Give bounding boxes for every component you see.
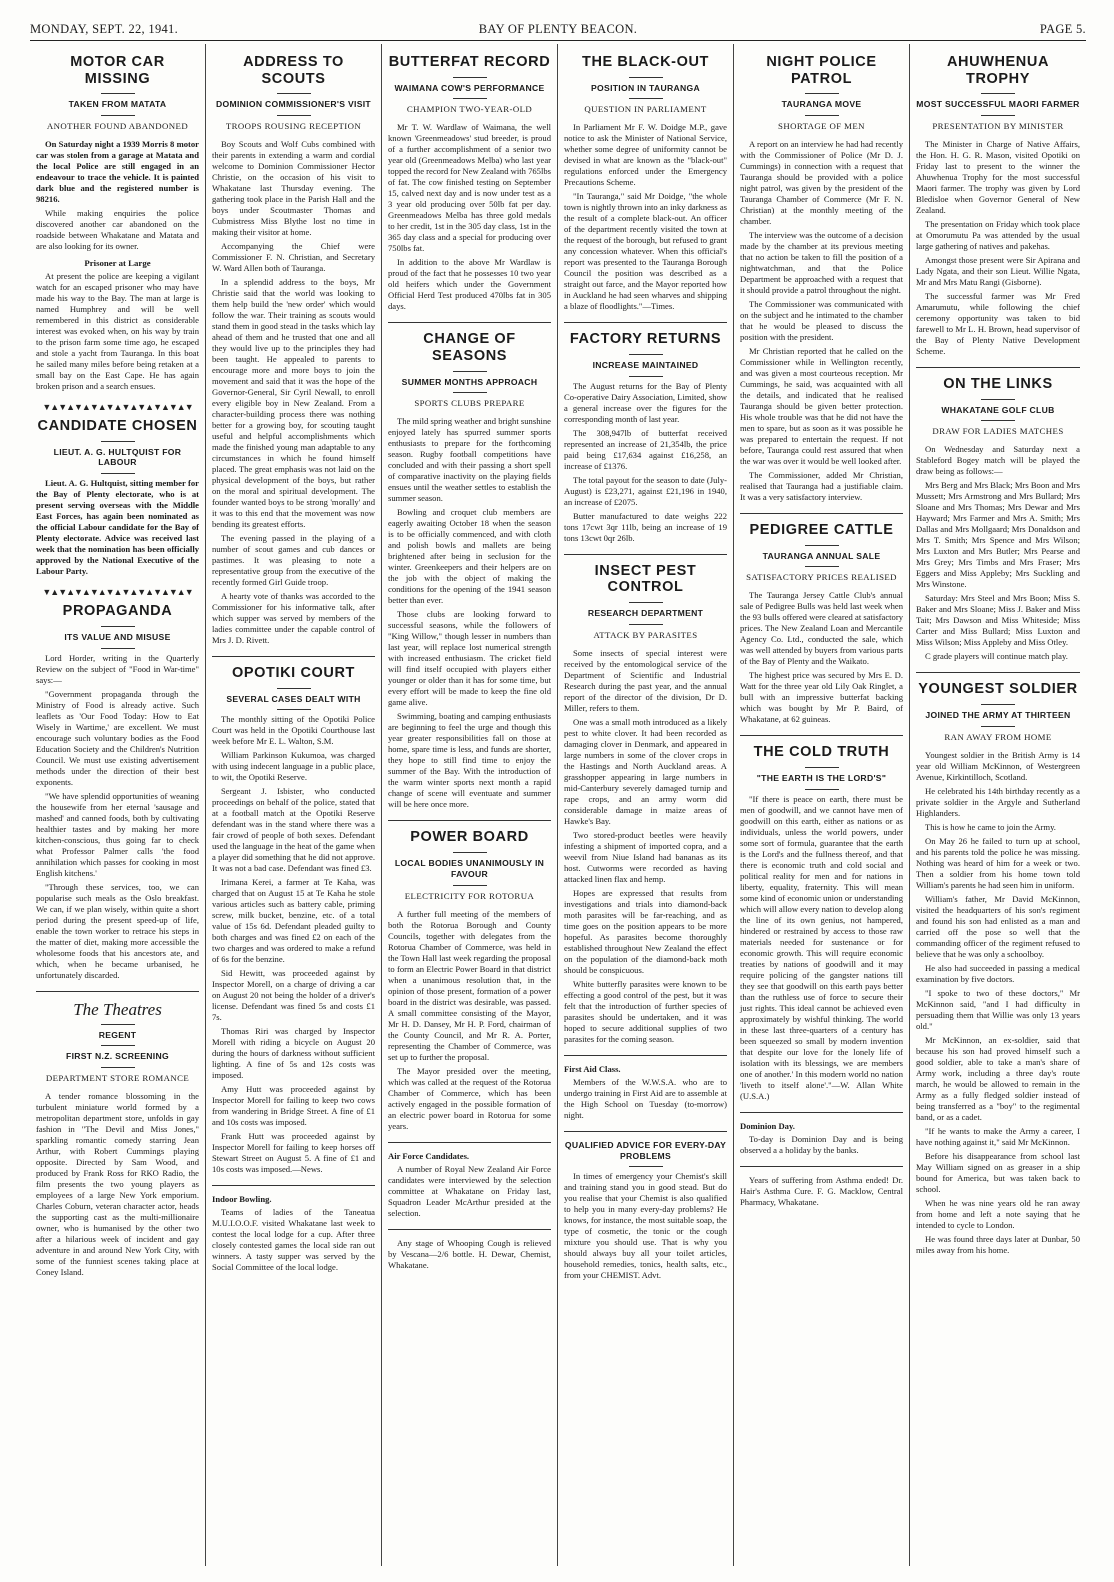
- rule: [981, 704, 1015, 705]
- deck: TROOPS ROUSING RECEPTION: [225, 121, 362, 132]
- paragraph: White butterfly parasites were known to be effecting a good control of the pest, but it was felt that the introduction of further species of parasites should be undertaken, and it was hoped to secure additional supplies of two parasites for the coming season.: [564, 978, 727, 1044]
- paragraph: This is how he came to join the Army.: [925, 821, 1056, 832]
- rule: [629, 376, 663, 377]
- rule: [101, 93, 135, 94]
- lead-paragraph: On Saturday night a 1939 Morris 8 motor car was stolen from a garage at Matata and the local Police are still engaged in an endeavour to trace the vehicle. It is painted dark blue and the registered number is 98216.: [36, 139, 199, 205]
- rule: [629, 77, 663, 78]
- paragraph: The Mayor presided over the meeting, which was called at the request of the Rotorua Chamber of Commerce, which has been actively engaged in the possible formation of an electric power board in Rotorua for some years.: [388, 1065, 551, 1131]
- article-dominion-day: [740, 1121, 903, 1156]
- rule: [629, 354, 663, 355]
- rule: [981, 420, 1015, 421]
- headline: FACTORY RETURNS: [569, 331, 722, 348]
- rule: [453, 371, 487, 372]
- divider: [564, 322, 727, 323]
- rule: [805, 93, 839, 94]
- deck: SPORTS CLUBS PREPARE: [414, 398, 525, 409]
- paragraph: "If there is peace on earth, there must be men of goodwill, and we cannot have men of goodwill on this earth, either as nations or as individuals, unless the world powers, under some sort of formula, guarantee that the earth is the Lord's and the fullness thereof, and that there is economic truth and cold social and political reality for men and for nations in liberty, equality, fraternity. This will mean some kind of economic union or understanding which will allow every nation to develop along the line of its own genius, not hampered, hindered or restrained by access to those raw materials needed for sustenance or for economic growth. This will require economic treaties by nations of goodwill and it may require policing of the gangster nations till they see that goodwill on this earth pays better than the ruthless use of force to secure their just rights. This ideal cannot be achieved even approximately by wishful thinking. The world in these last three-quarters of a century has been squeezed so small by modern invention that despite our love for the lonely life of isolation with its blessings, we are members one of another.' In this modern world no nation 'liveth to itself alone'."—W. Allan White (U.S.A.): [740, 793, 903, 1101]
- divider: [564, 1131, 727, 1132]
- subheading: FIRST N.Z. SCREENING: [66, 1051, 169, 1062]
- subheading: SEVERAL CASES DEALT WITH: [226, 693, 361, 704]
- page-number: PAGE 5.: [1039, 22, 1086, 36]
- subheading: TAKEN FROM MATATA: [68, 99, 167, 110]
- paragraph: Saturday: Mrs Steel and Mrs Boon; Miss S. Baker and Mrs Sloane; Miss J. Baker and Miss Tait; Mrs Dawson and Miss Whiteside; Miss Carter and Miss Bullard; Miss Luxton and Miss Wilson; Miss Appleby and Miss Otley.: [916, 593, 1080, 648]
- rule: [453, 77, 487, 78]
- paragraph: The Commissioner, added Mr Christian, realised that Tauranga had a justifiable claim. It was a very satisfactory interview.: [740, 470, 903, 503]
- deck: QUESTION IN PARLIAMENT: [584, 104, 707, 115]
- deck: DEPARTMENT STORE ROMANCE: [45, 1073, 190, 1084]
- paragraph: Irimana Kerei, a farmer at Te Kaha, was charged that on August 15 at Te Kaha he stole various articles such as battery cable, priming screw, milk bucket, benzine, etc. of a total value of 15s 6d. Defendant pleaded guilty to both charges and was fined £2 on each of the two charges and was ordered to make a refund of 6s for the benzine.: [212, 877, 375, 965]
- subheading: WHAKATANE GOLF CLUB: [941, 404, 1055, 415]
- crosshead: Indoor Bowling.: [212, 1194, 272, 1205]
- deck: DRAW FOR LADIES MATCHES: [932, 426, 1064, 437]
- paragraph: Amy Hutt was proceeded against by Inspector Morell for failing to keep two cows from wandering in Bridge Street. A fine of £1 and 10s costs was imposed.: [212, 1084, 375, 1128]
- subheading: DOMINION COMMISSIONER'S VISIT: [216, 99, 371, 110]
- paragraph: While making enquiries the police discovered another car abandoned on the roadside between Whakatane and Matata and are also looking for its owner.: [36, 208, 199, 252]
- paragraph: "In Tauranga," said Mr Doidge, "the whole town is nightly thrown into an inky darkness as the result of a complete black-out. An officer of the department recently visited the town at the request of the borough, but refused to grant any concession whatever. When this official's report was presented to the Tauranga Borough Council the position was described as a straight out farce, and the Mayor reported how in Auckland he had seen wharves and shipping a blaze of floodlights."—Times.: [564, 191, 727, 312]
- rule: [453, 392, 487, 393]
- paragraph: Thomas Riri was charged by Inspector Morell with riding a bicycle on August 20 during the hours of darkness without sufficient lighting. A fine of 5s and 12s costs was imposed.: [212, 1026, 375, 1081]
- article-propaganda: [36, 603, 199, 980]
- paragraph: On May 26 he failed to turn up at school, and his parents told the police he was missing. Nothing was heard of him for a week or two. Then a soldier from his home town told William's parents he had seen him in uniform.: [916, 835, 1080, 890]
- article-factory-returns: [564, 331, 727, 543]
- paragraph: A tender romance blossoming in the turbulent miniature world formed by a metropolitan department store, unfolds in gay fashion in "The Devil and Miss Jones," sparkling romantic comedy starring Jean Arthur, with Robert Cummings playing opposite. Directed by Sam Wood, and produced by Frank Ross for RKO Radio, the film presents the two young players as employees of a large New York emporium. Charles Coburn, veteran character actor, heads the supporting cast as the multi-millionaire owner, who is humanised by the other two after a hilarious week of incident and gay adventure in and around New York City, with some of the funniest scenes taking place at Coney Island.: [36, 1091, 199, 1278]
- article-address-to-scouts: [212, 54, 375, 646]
- rule: [101, 626, 135, 627]
- deck: SATISFACTORY PRICES REALISED: [746, 572, 897, 583]
- divider: [564, 1055, 727, 1056]
- paragraph: "Through these services, too, we can popularise such meals as the Oslo breakfast. We can, if we plan wisely, within quite a short period during the present speed-up of life, enable the town worker to retrace his steps in the matter of diet, making more accessible the wholesome foods that his ancestors ate, and which, when he became urbanised, he unfortunately discarded.: [36, 881, 199, 980]
- subheading: RESEARCH DEPARTMENT: [587, 608, 704, 619]
- subheading: POSITION IN TAURANGA: [591, 82, 700, 93]
- paragraph: Some insects of special interest were received by the entomological service of the Department of Scientific and Industrial Research during the past year, and the annual report of the director of the division, Dr D. Miller, refers to them.: [564, 647, 727, 713]
- headline: MOTOR CAR MISSING: [70, 54, 165, 87]
- advert-text: In times of emergency your Chemist's skill and training stand you in good stead. But do you realise that your Chemist is also qualified to help you in many every-day problems? He knows, for instance, the most suitable soap, the type of cosmetic, the tonic or the cough mixture you should use. That is why you should always buy all your toilet articles, household remedies, tonics, health salts, etc., from your CHEMIST. Advt.: [564, 1171, 727, 1281]
- paragraph: Butter manufactured to date weighs 222 tons 17cwt 3qr 11lb, being an increase of 19 tons 13cwt 0qr 26lb.: [564, 510, 727, 543]
- newspaper-title: BAY OF PLENTY BEACON.: [478, 22, 638, 36]
- crosshead: Prisoner at Large: [84, 258, 151, 269]
- rule: [453, 98, 487, 99]
- headline: YOUNGEST SOLDIER: [918, 681, 1078, 698]
- subheading: TAURANGA ANNUAL SALE: [762, 550, 881, 561]
- rule: [101, 115, 135, 116]
- deck: RAN AWAY FROM HOME: [944, 731, 1052, 742]
- rule: [277, 709, 311, 710]
- divider: [740, 513, 903, 514]
- article-black-out: [564, 54, 727, 312]
- article-insect-pest-control: [564, 563, 727, 1045]
- paragraph: The evening passed in the playing of a number of scout games and cub dances or pastimes. It was pleasing to note a representative group from the executive of the recently formed Girl Guide troop.: [212, 533, 375, 588]
- rule: [805, 767, 839, 768]
- paragraph: Sid Hewitt, was proceeded against by Inspector Morell, on a charge of driving a car on August 20 not being the holder of a driver's license. Defendant was fined 5s and costs £1 7s.: [212, 968, 375, 1023]
- rule: [101, 1024, 135, 1025]
- divider: [916, 367, 1080, 368]
- divider: [916, 672, 1080, 673]
- rule: [101, 1067, 135, 1068]
- paragraph: He was found three days later at Dunbar, 50 miles away from his home.: [916, 1233, 1080, 1255]
- paragraph: Swimming, boating and camping enthusiasts are beginning to feel the urge and though this year greater responsibilities fall on those at home, spare time is less, and funds are shorter, they hope to still find time to enjoy the summer of the Bay. With the introduction of the warm winter sports next month a rapid change of scene will eventuate and summer will be here once more.: [388, 711, 551, 810]
- column-1: [30, 44, 206, 1566]
- rule: [101, 1045, 135, 1046]
- paragraph: In a splendid address to the boys, Mr Christie said that the world was looking to them help build the 'new order' which would follow the war. Their training as scouts would stand them in good stead in the tasks which lay ahead of them and he trusted that one and all they would live up to the principles they had been taught. He appealed to parents to encourage more and more boys to join the movement and said that it was the hope of the Governor-General, Sir Cyril Newall, to enroll every eligible boy in New Zealand. From a character-building process there was nothing better for a growing boy, for scouting taught useful and helpful accomplishments which made the finished young man adaptable to any circumstances in which he found himself placed. The great emphasis was not laid on the physical development of the boys, but rather on the moral and spiritual development. The founder wanted boys to be strong 'morally' and it was to this end that the movement was now bending its greatest efforts.: [212, 277, 375, 530]
- headline: ADDRESS TO SCOUTS: [243, 54, 344, 87]
- issue-date: MONDAY, SEPT. 22, 1941.: [30, 22, 179, 36]
- divider: [212, 656, 375, 657]
- paragraph: A further full meeting of the members of both the Rotorua Borough and County Councils, together with delegates from the Rotorua Chamber of Commerce, was held in the Town Hall last week regarding the proposal to form an Electric Power Board in that district when a unanimous resolution that, in the opinion of those present, formation of a power board in the district was desirable, was passed. A small committee consisting of the Mayor, Mr H. D. Dansey, Mr H. P. Ford, chairman of the County Council, and Mr R. A. Porter, representing the Chamber of Commerce, was set up to further the proposal.: [388, 908, 551, 1062]
- paragraph: A hearty vote of thanks was accorded to the Commissioner for his informative talk, after which supper was served by members of the ladies committee under the capable control of Mrs J. D. Rivett.: [212, 591, 375, 646]
- paragraph: The highest price was secured by Mrs E. D. Watt for the three year old Lily Oak Ringlet, a bull with an impressive butterfat backing which was bought by Mr P. Baird, of Whakatane, at 62 guineas.: [740, 670, 903, 725]
- paragraph: The 308,947lb of butterfat received represented an increase of 21,354lb, the price paid being £17,634 against £16,258, an increase of £1376.: [564, 427, 727, 471]
- article-opotiki-court: [212, 665, 375, 1175]
- rule: [629, 1166, 663, 1167]
- crosshead: Air Force Candidates.: [388, 1150, 470, 1161]
- divider: [388, 820, 551, 821]
- advertisement-whooping-cough: [388, 1238, 551, 1271]
- subheading: ITS VALUE AND MISUSE: [64, 631, 171, 642]
- divider: [564, 554, 727, 555]
- section-title: The Theatres: [73, 999, 162, 1019]
- article-power-board: [388, 829, 551, 1131]
- paragraph: Mr McKinnon, an ex-soldier, said that because his son had proved himself such a good soldier, able to take a man's share of Army work, including a three day's route march, he would be allowed to remain in the Army as a fully fledged soldier instead of being transferred as a "boy" to the regimental band, or as a cadet.: [916, 1034, 1080, 1122]
- rule: [981, 93, 1015, 94]
- rule: [629, 624, 663, 625]
- divider: [388, 1229, 551, 1230]
- paragraph: Accompanying the Chief were Commissioner F. N. Christian, and Secretary W. Ward Allen both of Tauranga.: [212, 241, 375, 274]
- advert-text: Any stage of Whooping Cough is relieved by Vescana—2/6 bottle. H. Dewar, Chemist, Whakatane.: [388, 1237, 551, 1270]
- rule: [805, 115, 839, 116]
- headline: INSECT PEST CONTROL: [594, 562, 697, 596]
- rule: [101, 648, 135, 649]
- subheading: LOCAL BODIES UNANIMOUSLY IN FAVOUR: [394, 858, 545, 879]
- headline: PROPAGANDA: [62, 603, 173, 620]
- divider: [740, 1166, 903, 1167]
- rule: [805, 566, 839, 567]
- headline: CHANGE OF SEASONS: [423, 331, 516, 365]
- subheading: REGENT: [98, 1029, 137, 1040]
- subheading: WAIMANA COW'S PERFORMANCE: [394, 82, 545, 93]
- masthead: [30, 22, 1086, 40]
- rule: [277, 93, 311, 94]
- subheading: LIEUT. A. G. HULTQUIST FOR LABOUR: [53, 446, 182, 468]
- crosshead: Dominion Day.: [740, 1120, 795, 1131]
- article-indoor-bowling: [212, 1194, 375, 1273]
- paragraph: C grade players will continue match play.: [925, 651, 1068, 662]
- divider: [740, 1112, 903, 1113]
- article-butterfat-record: [388, 54, 551, 312]
- subheading: JOINED THE ARMY AT THIRTEEN: [925, 710, 1071, 721]
- deck: PRESENTATION BY MINISTER: [932, 121, 1064, 132]
- rule: [981, 399, 1015, 400]
- rule: [805, 545, 839, 546]
- divider: [388, 1142, 551, 1143]
- paragraph: William Parkinson Kukumoa, was charged with using indecent language in a public place, to wit, the Opotiki Reserve.: [212, 750, 375, 783]
- headline: ON THE LINKS: [943, 376, 1053, 393]
- paragraph: A report on an interview he had had recently with the Commissioner of Police (Mr D. J. Cummings) in connection with a request that Tauranga should be provided with a police night patrol, was given by the president of the Tauranga Chamber of Commerce (Mr F. N. Christian) at the monthly meeting of the chamber.: [740, 139, 903, 227]
- paragraph: Hopes are expressed that results from investigations and trials into diamond-back moth parasites will be far-reaching, and as time goes on the position appears to be more hopeful. As parasites become thoroughly established throughout New Zealand the effect on the population of the diamond-back moth should be conspicuous.: [564, 887, 727, 975]
- advertisement-chemist: [564, 1140, 727, 1281]
- subheading: INCREASE MAINTAINED: [592, 360, 699, 371]
- headline: NIGHT POLICE PATROL: [766, 54, 877, 87]
- paragraph: The mild spring weather and bright sunshine enjoyed lately has spurred summer sports enthusiasts to prepare for the forthcoming season. Rugby football competitions have concluded and with their passing a short spell of comparative inactivity on the playing fields ensues until the weather settles to establish the summer season.: [388, 416, 551, 504]
- masthead-rule: [30, 40, 1086, 41]
- subheading: "THE EARTH IS THE LORD'S": [756, 773, 887, 784]
- paragraph: The Commissioner was communicated with on the subject and he intimated to the chamber that he would be pleased to discuss the position with the president.: [740, 299, 903, 343]
- paragraph: The Minister in Charge of Native Affairs, the Hon. H. G. R. Mason, visited Opotiki on Friday last to present to the winner the Ahuwhenua Trophy for the most successful Maori farmer. The trophy was given by Lord Bledisloe when Governor General of New Zealand.: [916, 139, 1080, 216]
- paragraph: One was a small moth introduced as a likely pest to white clover. It had been recorded as damaging clover in Denmark, and appeared in large numbers in some of the clover crops in the Hastings and North Auckland areas. A grasshopper appearing in large numbers in mid-Canterbury severely damaged turnip and rape crops, and an army worm did considerable damage in maize areas of Hawke's Bay.: [564, 716, 727, 826]
- paragraph: The presentation on Friday which took place at Omorumutu Pa was attended by the usual large gathering of natives and pakehas.: [916, 219, 1080, 252]
- paragraph: Boy Scouts and Wolf Cubs combined with their parents in extending a warm and cordial welcome to Dominion Commissioner Hector Christie, on the occasion of his visit to Whakatane last Thursday evening. The gathering took place in the Parish Hall and the boys under Scoutmaster Thomas and Cubmistress Miss Blythe lost no time in making their visitor at home.: [212, 139, 375, 238]
- column-6: [910, 44, 1086, 1566]
- paragraph: Amongst those present were Sir Apirana and Lady Ngata, and their son Lieut. Willie Ngata, Mr and Mrs Matu Rangi (Gisborne).: [916, 255, 1080, 288]
- paragraph: The monthly sitting of the Opotiki Police Court was held in the Opotiki Courthouse last week before Mr E. L. Walton, S.M.: [212, 714, 375, 747]
- article-candidate-chosen: [36, 418, 199, 577]
- paragraph: William's father, Mr David McKinnon, visited the headquarters of his son's regiment and found his son had enlisted as a man and carried off the pose so well that the commanding officer of the regiment refused to believe that he was only a schoolboy.: [916, 893, 1080, 959]
- paragraph: Lord Horder, writing in the Quarterly Review on the subject of "Food in War-time" says:—: [36, 652, 199, 685]
- divider: [36, 991, 199, 992]
- headline: THE BLACK-OUT: [581, 54, 709, 70]
- headline: POWER BOARD: [410, 829, 529, 846]
- paragraph: On Wednesday and Saturday next a Stableford Bogey match will be played the draw being as follows:—: [916, 444, 1080, 477]
- paragraph: Those clubs are looking forward to successful seasons, while the followers of "King Willow," though lesser in numbers than last year, will replace lost numerical strength with increased enthusiasm. The cricket field will find itself occupied with players either younger or older than it has for some time, but every effort will be made to keep the fine old game alive.: [388, 609, 551, 708]
- paragraph: Members of the W.W.S.A. who are to undergo training in First Aid are to assemble at the High School on Tuesday (to-morrow) night.: [564, 1076, 727, 1120]
- column-2: [206, 44, 382, 1566]
- article-cold-truth: [740, 744, 903, 1101]
- article-theatres: [36, 1000, 199, 1278]
- article-motor-car-missing: [36, 54, 199, 392]
- subheading: TAURANGA MOVE: [781, 99, 862, 110]
- deck: ANOTHER FOUND ABANDONED: [46, 121, 189, 132]
- subheading: SUMMER MONTHS APPROACH: [401, 376, 538, 387]
- crosshead: First Aid Class.: [564, 1063, 621, 1074]
- column-3: [382, 44, 558, 1566]
- advertisement-asthma-cure: [740, 1175, 903, 1208]
- deck: ELECTRICITY FOR ROTORUA: [404, 890, 535, 901]
- paragraph: The August returns for the Bay of Plenty Co-operative Dairy Association, Limited, show a general increase over the figures for the corresponding month of last year.: [564, 380, 727, 424]
- lead-paragraph: Lieut. A. G. Hultquist, sitting member for the Bay of Plenty electorate, who is at present serving overseas with the Middle East Forces, has again been nominated as the official Labour candidate for the Bay of Plenty electorate. Advice was received last week that the nomination has been officially approved by the National Executive of the Labour Party.: [36, 478, 199, 577]
- advert-headline: QUALIFIED ADVICE FOR EVERY-DAY PROBLEMS: [564, 1139, 727, 1161]
- paragraph: Mrs Berg and Mrs Black; Mrs Boon and Mrs Mussett; Mrs Armstrong and Mrs Bullard; Mrs Sloane and Mrs Thomas; Mrs Dewar and Mrs Hayward; Mrs Farmer and Mrs A. Smith; Mrs Dallas and Mrs Mollgaard; Mrs Donaldson and Mrs T. Smith; Mrs Spence and Mrs Wilson; Mrs Luxton and Mrs Butler; Mrs Pearse and Mrs Grey; Mrs Timbs and Mrs Fraser; Mrs Eggers and Miss Appleby; Mrs Suckling and Mrs Winstone.: [916, 480, 1080, 590]
- deck: CHAMPION TWO-YEAR-OLD: [406, 104, 533, 115]
- paragraph: A number of Royal New Zealand Air Force candidates were interviewed by the selection committee at Whakatane on Friday last, Squadron Leader McArthur presided at the selection.: [388, 1163, 551, 1218]
- paragraph: At present the police are keeping a vigilant watch for an escaped prisoner who may have made his way to the Bay. The man at large is named Humphrey and will be well remembered in this district as considerable interest was evoked when, on his way by train to the prison farm some time ago, he escaped and stole a yacht from Tauranga. In this boat he sailed many miles before being retaken at a small bay on the East Cape. He has again broken prison and a search ensues.: [36, 271, 199, 392]
- paragraph: Youngest soldier in the British Army is 14 year old William McKinnon, of Westergreen Avenue, Kirkintilloch, Scotland.: [916, 749, 1080, 782]
- paragraph: "We have splendid opportunities of weaning the housewife from her eternal 'sausage and mashed' and canned foods, both by cultivating healthier tastes and by making her more kitchen-conscious, thus going far to check what Professor Palmer calls 'the food annihilation which passes for cooking in most English kitchens.': [36, 790, 199, 878]
- paragraph: He also had succeeded in passing a medical examination by five doctors.: [916, 962, 1080, 984]
- column-5: [734, 44, 910, 1566]
- rule: [277, 115, 311, 116]
- article-ahuwhenua-trophy: [916, 54, 1080, 357]
- rule: [981, 115, 1015, 116]
- paragraph: Teams of ladies of the Taneatua M.U.I.O.O.F. visited Whakatane last week to contest the local lodge for a cup. After three closely contested games the local side ran out winners. A tasty supper was served by the Social Committee of the local lodge.: [212, 1207, 375, 1273]
- paragraph: Two stored-product beetles were heavily infesting a shipment of imported copra, and a weevil from Niue Island had bananas as its host. Cutworms were recorded as having attacked linen flax and hemp.: [564, 829, 727, 884]
- headline: PEDIGREE CATTLE: [749, 522, 894, 539]
- rule: [981, 726, 1015, 727]
- paragraph: The total payout for the season to date (July-August) is £23,271, against £21,196 in 1940, an increase of £2075.: [564, 474, 727, 507]
- ornamental-rule: ▼▲▼▲▼▲▼▲▼▲▼▲▼▲▼▲▼▲▼: [42, 587, 193, 598]
- paragraph: Before his disappearance from school last May William signed on as greaser in a ship bound for America, but was taken back to school.: [916, 1150, 1080, 1194]
- headline: THE COLD TRUTH: [753, 744, 890, 761]
- paragraph: When he was nine years old he ran away from home and left a note saying that he intended to cycle to London.: [916, 1197, 1080, 1230]
- article-change-of-seasons: [388, 331, 551, 810]
- paragraph: Mr Christian reported that he called on the Commissioner while in Wellington recently, and was given a most courteous reception. Mr Cummings, he said, was acquainted with all the details, and indicated that he realised Tauranga should be given better protection. His whole trouble was that he did not have the men to spare, but as soon as it was possible he was prepared to entertain the request. If not before, Tauranga could rest assured that when the war was over it would be well looked after.: [740, 346, 903, 467]
- headline: BUTTERFAT RECORD: [388, 54, 551, 70]
- paragraph: The Tauranga Jersey Cattle Club's annual sale of Pedigree Bulls was held last week when the 93 bulls offered were cleared at satisfactory prices. The New Zealand Loan and Mercantile Agency Co. Ltd., conducted the sale, which was well attended by buyers from various parts of the Bay of Plenty and the Waikato.: [740, 590, 903, 667]
- column-4: [558, 44, 734, 1566]
- paragraph: "If he wants to make the Army a career, I have nothing against it," said Mr McKinnon.: [916, 1125, 1080, 1147]
- advert-text: Years of suffering from Asthma ended! Dr. Hair's Asthma Cure. F. G. Macklow, Central Pharmacy, Whakatane.: [740, 1174, 903, 1207]
- rule: [101, 473, 135, 474]
- paragraph: "Government propaganda through the Ministry of Food is already active. Such leaflets as 'Our Food Today: How to Eat Wisely in Wartime,' are excellent. We must encourage such voluntary bodies as the Food Education Society and the Children's Nutrition Council. We must use existing advertisement methods under the direction of their best exponents.: [36, 688, 199, 787]
- article-on-the-links: [916, 376, 1080, 662]
- headline: AHUWHENUA TROPHY: [946, 54, 1050, 87]
- divider: [740, 735, 903, 736]
- headline: OPOTIKI COURT: [232, 665, 355, 682]
- paragraph: The interview was the outcome of a decision made by the chamber at its previous meeting that no action be taken to fill the position of a nightwatchman, and that the Police Department be approached with a request that it should provide a patrol throughout the night.: [740, 230, 903, 296]
- divider: [388, 322, 551, 323]
- subheading: MOST SUCCESSFUL MAORI FARMER: [916, 99, 1080, 110]
- newspaper-page: [30, 44, 1086, 1566]
- rule: [101, 441, 135, 442]
- rule: [805, 789, 839, 790]
- article-pedigree-cattle: [740, 522, 903, 725]
- article-air-force-candidates: [388, 1151, 551, 1219]
- deck: ATTACK BY PARASITES: [593, 629, 698, 640]
- rule: [629, 602, 663, 603]
- article-youngest-soldier: [916, 681, 1080, 1255]
- deck: SHORTAGE OF MEN: [778, 121, 865, 132]
- paragraph: Sergeant J. Isbister, who conducted proceedings on behalf of the police, stated that at a football match at the Opotiki Reserve defendant was in the stand where there was a fair crowd of people of both sexes. Defendant used the language in the heat of the game when a player did something that he did not approve. It was not a bad case. Defendant was fined £3.: [212, 786, 375, 874]
- paragraph: Mr T. W. Wardlaw of Waimana, the well known 'Greenmeadows' stud breeder, is proud of a further accomplishment of a senior two year old (Greenmeadows Melba) who last year topped the record for New Zealand with 765lbs of fat. The cow finished testing on September 15, calved next day and is now under test as a 3 year old producing over 50lb fat per day. Greenmeadows Melba has three gold medals to her credit, 1st in the 305 day class, 1st in the 365 day class and a special for producing over 750lbs fat.: [388, 122, 551, 254]
- rule: [453, 885, 487, 886]
- paragraph: The successful farmer was Mr Fred Amarumutu, while following the chief ceremony opportunity was taken to bid farewell to Mr L. H. Brown, head supervisor of the Bay of Plenty Native Development Scheme.: [916, 291, 1080, 357]
- paragraph: Frank Hutt was proceeded against by Inspector Morell for failing to keep horses off Stewart Street on August 5. A fine of £1 and 10s costs was imposed.—News.: [212, 1131, 375, 1175]
- ornamental-rule: ▼▲▼▲▼▲▼▲▼▲▼▲▼▲▼▲▼▲▼: [42, 402, 193, 413]
- rule: [453, 852, 487, 853]
- headline: CANDIDATE CHOSEN: [37, 418, 198, 435]
- paragraph: Bowling and croquet club members are eagerly awaiting October 18 when the season is to be officially commenced, and with cloth and polish bowls and mallets are being brightened after being in seclusion for the winter. Greenkeepers and their helpers are on the job with the object of making the conditions for the opening of the 1941 season better than ever.: [388, 507, 551, 606]
- article-first-aid-class: [564, 1064, 727, 1121]
- paragraph: In addition to the above Mr Wardlaw is proud of the fact that he possesses 10 two year old heifers which under the Government Official Herd Test produced 470lbs fat in 305 days.: [388, 257, 551, 312]
- divider: [212, 1185, 375, 1186]
- paragraph: "I spoke to two of these doctors," Mr McKinnon said, "and I had difficulty in persuading them that Willie was only 13 years old.": [916, 987, 1080, 1031]
- rule: [629, 98, 663, 99]
- paragraph: In Parliament Mr F. W. Doidge M.P., gave notice to ask the Minister of National Service, whether some degree of uniformity cannot be devised in what are known as the "black-out" regulations enforced under the Emergency Precautions Scheme.: [564, 122, 727, 188]
- rule: [277, 688, 311, 689]
- article-night-police-patrol: [740, 54, 903, 503]
- paragraph: To-day is Dominion Day and is being observed a a holiday by the banks.: [740, 1133, 903, 1155]
- paragraph: He celebrated his 14th birthday recently as a private soldier in the Argyle and Sutherland Highlanders.: [916, 785, 1080, 818]
